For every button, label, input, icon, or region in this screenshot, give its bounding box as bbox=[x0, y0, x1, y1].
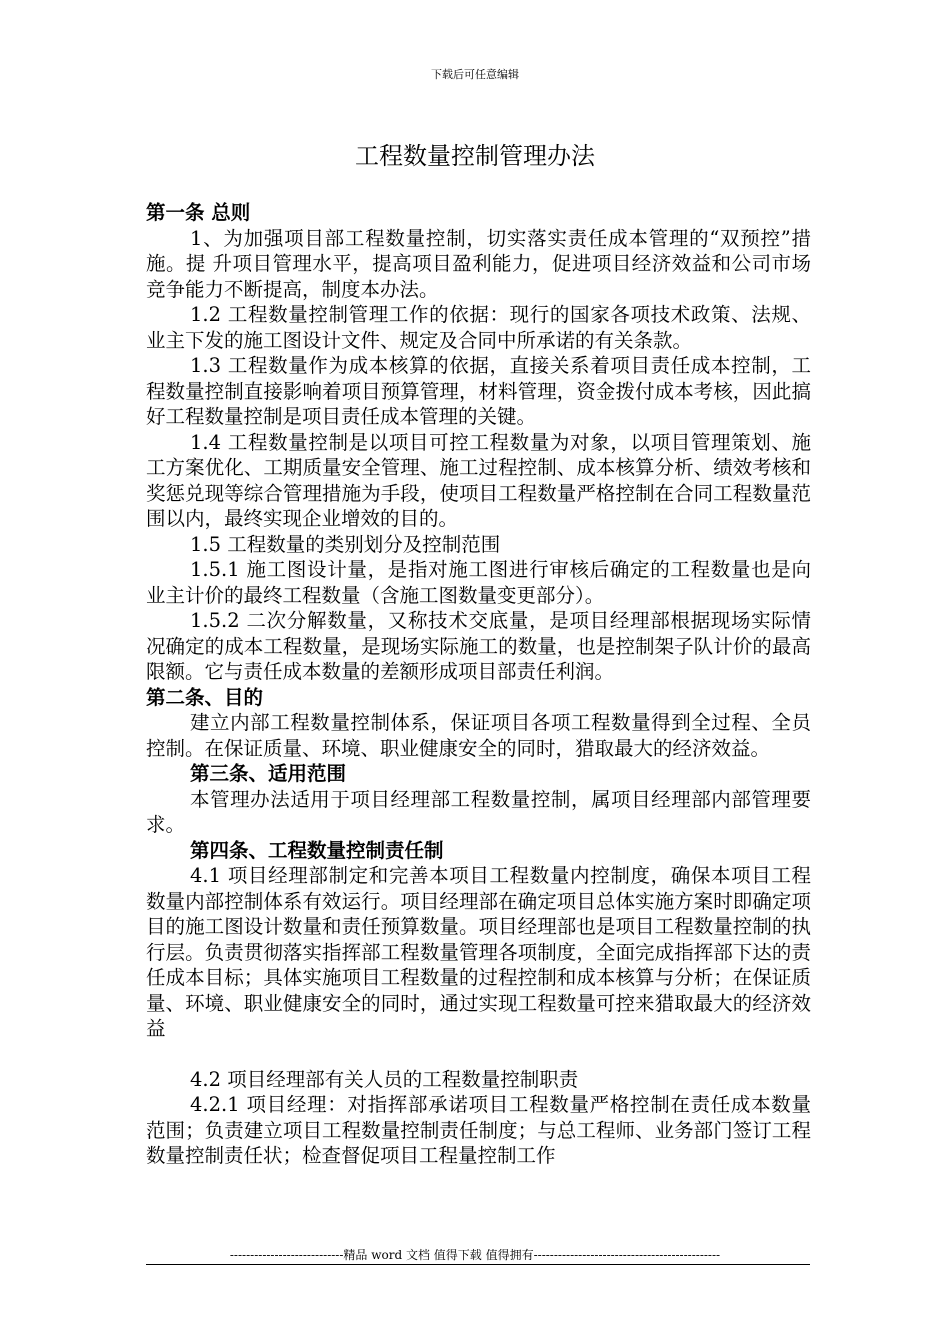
paragraph: 1.5.1 施工图设计量，是指对施工图进行审核后确定的工程数量也是向业主计价的最终工程数量（含施工图数量变更部分）。 bbox=[146, 558, 811, 607]
section-3-heading: 第三条、适用范围 bbox=[190, 762, 347, 785]
paragraph: 本管理办法适用于项目经理部工程数量控制，属项目经理部内部管理要求。 bbox=[146, 787, 811, 836]
paragraph: 4.2 项目经理部有关人员的工程数量控制职责 bbox=[190, 1067, 579, 1091]
paragraph: 1.5 工程数量的类别划分及控制范围 bbox=[190, 532, 501, 556]
section-1-heading: 第一条 总则 bbox=[146, 201, 251, 224]
header-note: 下载后可任意编辑 bbox=[431, 68, 519, 81]
paragraph: 建立内部工程数量控制体系，保证项目各项工程数量得到全过程、全员控制。在保证质量、环境、职业健康安全的同时，猎取最大的经济效益。 bbox=[146, 711, 811, 760]
paragraph: 1.5.2 二次分解数量，又称技术交底量，是项目经理部根据现场实际情况确定的成本工程数量，是现场实际施工的数量，也是控制架子队计价的最高限额。它与责任成本数量的差额形成项目部责任利润。 bbox=[146, 609, 811, 683]
document-body bbox=[146, 200, 811, 1169]
blank-line bbox=[146, 1042, 811, 1067]
paragraph: 1.3 工程数量作为成本核算的依据，直接关系着项目责任成本控制，工程数量控制直接影响着项目预算管理，材料管理，资金拨付成本考核，因此搞好工程数量控制是项目责任成本管理的关键。 bbox=[146, 354, 811, 428]
section-4-heading: 第四条、工程数量控制责任制 bbox=[190, 838, 444, 862]
paragraph: 1.4 工程数量控制是以项目可控工程数量为对象，以项目管理策划、施工方案优化、工期质量安全管理、施工过程控制、成本核算分析、绩效考核和奖惩兑现等综合管理措施为手段，使项目工程数量严格控制在合同工程数量范围以内，最终实现企业增效的目的。 bbox=[146, 430, 811, 530]
paragraph: 1、为加强项目部工程数量控制，切实落实责任成本管理的“双预控”措施。提 升项目管理水平，提高项目盈利能力，促进项目经济效益和公司市场竞争能力不断提高，制度本办法。 bbox=[146, 226, 811, 301]
section-2-heading: 第二条、目的 bbox=[146, 685, 264, 709]
paragraph: 4.1 项目经理部制定和完善本项目工程数量内控制度，确保本项目工程数量内部控制体系有效运行。项目经理部在确定项目总体实施方案时即确定项目的施工图设计数量和责任预算数量。项目经理部也是项目工程数量控制的执行层。负责贯彻落实指挥部工程数量管理各项制度，全面完成指挥部下达的责任成本目标；具体实施项目工程数量的过程控制和成本核算与分析；在保证质量、环境、职业健康安全的同时，通过实现工程数量可控来猎取最大的经济效益 bbox=[146, 864, 811, 1040]
paragraph: 4.2.1 项目经理：对指挥部承诺项目工程数量严格控制在责任成本数量范围；负责建立项目工程数量控制责任制度；与总工程师、业务部门签订工程数量控制责任状；检查督促项目工程量控制工作 bbox=[146, 1093, 811, 1167]
footer-note: ----------------------------精品 word 文档 值得下载 值得拥有---------------------------------------------- bbox=[229, 1248, 721, 1262]
footer-divider bbox=[146, 1264, 810, 1265]
document-title: 工程数量控制管理办法 bbox=[355, 142, 595, 170]
paragraph: 1.2 工程数量控制管理工作的依据：现行的国家各项技术政策、法规、业主下发的施工图设计文件、规定及合同中所承诺的有关条款。 bbox=[146, 303, 811, 352]
